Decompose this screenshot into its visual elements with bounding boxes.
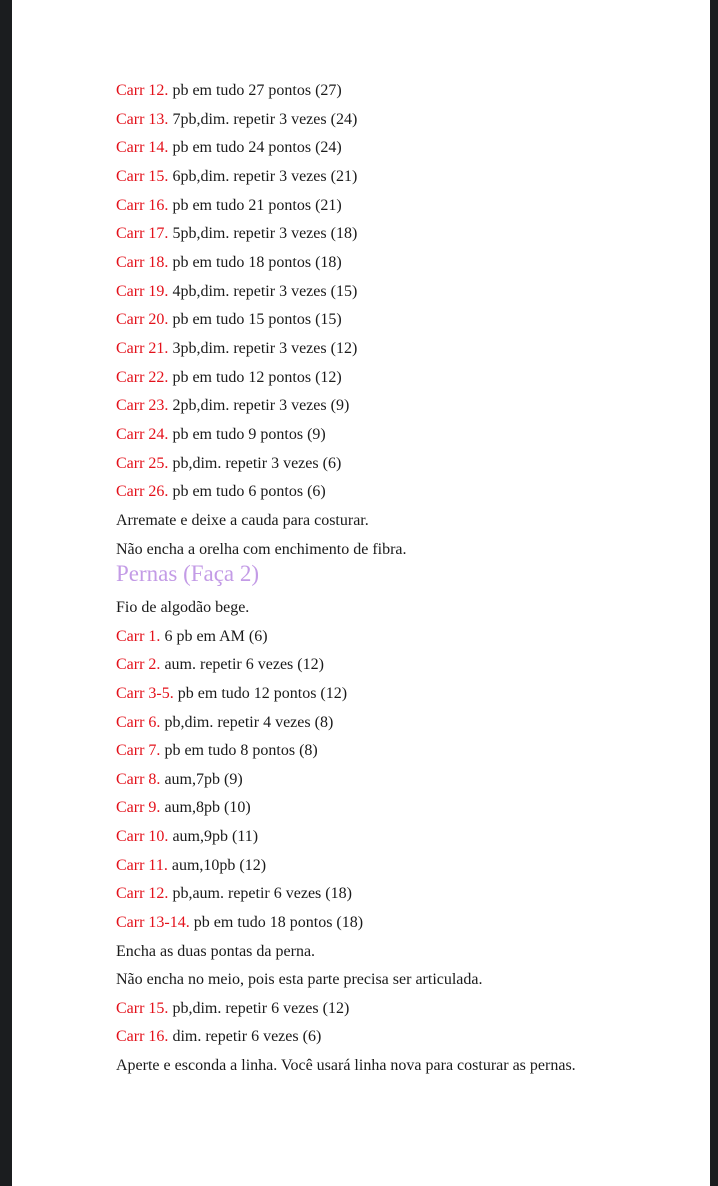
- round-instruction: pb em tudo 18 pontos (18): [189, 913, 364, 931]
- document-page: [12, 0, 710, 1186]
- round-row: [116, 337, 696, 366]
- round-instruction: pb,dim. repetir 3 vezes (6): [168, 454, 342, 472]
- round-label: Carr 1.: [116, 627, 161, 645]
- round-row: [116, 394, 696, 423]
- instruction-note: Não encha no meio, pois esta parte precisa ser articulada.: [116, 971, 483, 989]
- round-row: [116, 452, 696, 481]
- round-row: [116, 423, 696, 452]
- round-row: [116, 768, 696, 797]
- instruction-note: Aperte e esconda a linha. Você usará linha nova para costurar as pernas.: [116, 1057, 576, 1074]
- round-row: [116, 222, 696, 251]
- round-row: [116, 480, 696, 509]
- round-row: [116, 625, 696, 654]
- round-instruction: 7pb,dim. repetir 3 vezes (24): [168, 110, 358, 128]
- round-row: [116, 280, 696, 309]
- round-row: [116, 194, 696, 223]
- round-instruction: pb em tudo 27 pontos (27): [168, 82, 342, 99]
- round-row: [116, 653, 696, 682]
- round-row: [116, 251, 696, 280]
- round-row: [116, 739, 696, 768]
- round-instruction: pb em tudo 21 pontos (21): [168, 196, 342, 214]
- round-row: [116, 108, 696, 137]
- round-label: Carr 6.: [116, 713, 161, 731]
- instruction-note: Não encha a orelha com enchimento de fibra.: [116, 540, 407, 558]
- round-label: Carr 17.: [116, 225, 169, 243]
- round-instruction: aum. repetir 6 vezes (12): [160, 656, 324, 674]
- round-row: [116, 308, 696, 337]
- round-instruction: aum,10pb (12): [167, 856, 267, 874]
- round-label: Carr 14.: [116, 139, 169, 157]
- round-label: Carr 7.: [116, 742, 161, 760]
- round-instruction: 6 pb em AM (6): [160, 627, 268, 645]
- round-instruction: pb em tudo 15 pontos (15): [168, 311, 342, 329]
- round-label: Carr 13-14.: [116, 913, 190, 931]
- round-instruction: pb em tudo 6 pontos (6): [168, 483, 326, 501]
- round-row: [116, 882, 696, 911]
- round-row: [116, 854, 696, 883]
- round-label: Carr 24.: [116, 425, 169, 443]
- round-instruction: aum,8pb (10): [160, 799, 251, 817]
- round-row: [116, 825, 696, 854]
- round-instruction: aum,9pb (11): [168, 828, 259, 845]
- yarn-note: Fio de algodão bege.: [116, 599, 250, 616]
- round-row: [116, 911, 696, 940]
- round-label: Carr 20.: [116, 311, 169, 329]
- instruction-note: Arremate e deixe a cauda para costurar.: [116, 511, 369, 529]
- round-row: [116, 997, 696, 1026]
- round-instruction: 3pb,dim. repetir 3 vezes (12): [168, 339, 358, 357]
- round-row: [116, 711, 696, 740]
- round-label: Carr 10.: [116, 828, 169, 845]
- round-instruction: pb em tudo 8 pontos (8): [160, 742, 318, 760]
- round-label: Carr 3-5.: [116, 684, 174, 702]
- round-label: Carr 15.: [116, 167, 169, 185]
- round-label: Carr 8.: [116, 770, 161, 788]
- round-label: Carr 22.: [116, 368, 169, 386]
- round-instruction: 6pb,dim. repetir 3 vezes (21): [168, 167, 358, 185]
- round-row: [116, 165, 696, 194]
- round-label: Carr 12.: [116, 885, 169, 903]
- section-heading-pernas: Pernas (Faça 2): [116, 561, 260, 586]
- round-label: Carr 12.: [116, 82, 169, 99]
- round-row: [116, 796, 696, 825]
- round-row: [116, 136, 696, 165]
- round-label: Carr 23.: [116, 397, 169, 415]
- round-label: Carr 16.: [116, 1028, 169, 1046]
- round-label: Carr 19.: [116, 282, 169, 300]
- round-instruction: pb em tudo 12 pontos (12): [173, 684, 348, 702]
- round-row: [116, 1025, 696, 1054]
- round-label: Carr 25.: [116, 454, 169, 472]
- round-row: [116, 79, 696, 108]
- round-instruction: dim. repetir 6 vezes (6): [168, 1028, 322, 1046]
- instruction-note: Encha as duas pontas da perna.: [116, 942, 316, 960]
- round-instruction: pb em tudo 24 pontos (24): [168, 139, 342, 157]
- pattern-section-pernas: [116, 596, 696, 1083]
- round-label: Carr 13.: [116, 110, 169, 128]
- round-instruction: pb,dim. repetir 4 vezes (8): [160, 713, 334, 731]
- round-instruction: 4pb,dim. repetir 3 vezes (15): [168, 282, 358, 300]
- round-label: Carr 2.: [116, 656, 161, 674]
- round-instruction: 2pb,dim. repetir 3 vezes (9): [168, 397, 350, 415]
- round-label: Carr 18.: [116, 253, 169, 271]
- round-instruction: pb em tudo 12 pontos (12): [168, 368, 342, 386]
- round-row: [116, 366, 696, 395]
- round-instruction: pb em tudo 9 pontos (9): [168, 425, 326, 443]
- round-instruction: pb,dim. repetir 6 vezes (12): [168, 999, 350, 1017]
- round-instruction: 5pb,dim. repetir 3 vezes (18): [168, 225, 358, 243]
- round-label: Carr 11.: [116, 856, 168, 874]
- round-label: Carr 21.: [116, 339, 169, 357]
- round-instruction: aum,7pb (9): [160, 770, 243, 788]
- round-instruction: pb,aum. repetir 6 vezes (18): [168, 885, 352, 903]
- round-instruction: pb em tudo 18 pontos (18): [168, 253, 342, 271]
- round-label: Carr 26.: [116, 483, 169, 501]
- round-label: Carr 9.: [116, 799, 161, 817]
- round-label: Carr 16.: [116, 196, 169, 214]
- round-row: [116, 682, 696, 711]
- round-label: Carr 15.: [116, 999, 169, 1017]
- pattern-section-continued: [116, 79, 696, 566]
